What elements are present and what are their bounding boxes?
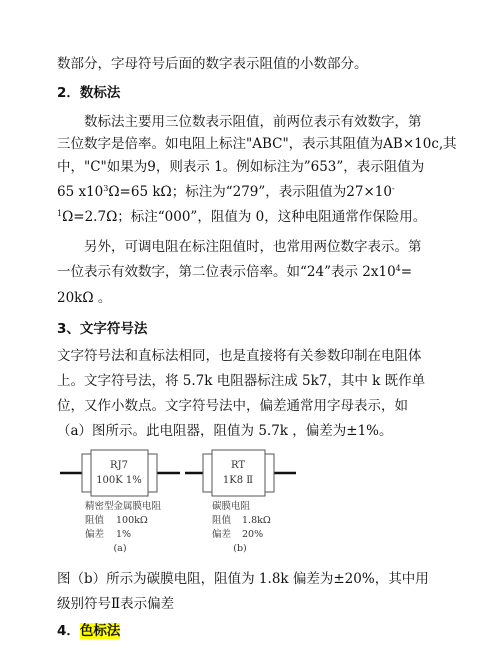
resistor-b-value: 1.8kΩ — [242, 515, 271, 526]
text-line: 20kΩ 。 — [57, 290, 112, 306]
text-line: 文字符号法和直标法相同，也是直接将有关参数印制在电阻体 — [57, 348, 422, 364]
text-line: 三位数字是倍率。如电阻上标注"ABC"，表示其阻值为AB×10c,其 — [57, 136, 457, 152]
text-line: 上。文字符号法，将 5.7k 电阻器标注成 5k7，其中 k 既作单 — [57, 373, 426, 389]
figure-a-caption: (a) — [113, 543, 127, 554]
text-line: 数部分，字母符号后面的数字表示阻值的小数部分。 — [57, 56, 368, 72]
resistor-a — [60, 450, 180, 554]
section-heading-3: 3、文字符号法 — [57, 321, 148, 337]
text-line — [57, 263, 412, 281]
marking-b-line2: 1K8 Ⅱ — [222, 475, 254, 486]
text-line: 图（b）所示为碳膜电阻，阻值为 1.8k 偏差为±20%，其中用 — [57, 571, 429, 587]
text-span: 65 x10 — [57, 184, 104, 200]
resistor-a-tolerance: 1% — [116, 529, 132, 540]
highlighted-heading-text: 色标法 — [79, 623, 121, 639]
superscript: 1 — [57, 209, 63, 218]
text-line: 另外，可调电阻在标注阻值时，也常用两位数字表示。第 — [84, 239, 422, 255]
resistor-figure — [60, 443, 360, 555]
resistor-b-name: 碳膜电阻 — [212, 501, 251, 512]
figure-b-caption: (b) — [233, 543, 247, 554]
text-span: Ω=65 kΩ；标注为“279”，表示阻值为27×10 — [108, 184, 392, 200]
resistor-b-tolerance: 20% — [242, 529, 264, 540]
section-heading-4 — [57, 622, 120, 640]
superscript: - — [391, 184, 395, 193]
superscript: 4 — [395, 264, 401, 273]
text-line — [57, 208, 426, 226]
resistor-b-value-label: 阻值 — [212, 515, 232, 526]
resistor-b — [185, 450, 296, 554]
heading-number: 4． — [57, 623, 80, 639]
text-span: 一位表示有效数字，第二位表示倍率。如“24”表示 2x10 — [57, 264, 396, 280]
marking-a-line1: RJ7 — [110, 460, 128, 471]
text-line — [57, 183, 395, 201]
resistor-a-name: 精密型金属膜电阻 — [85, 501, 162, 512]
resistor-a-value-label: 阻值 — [85, 515, 105, 526]
marking-b-line1: RT — [230, 460, 246, 471]
superscript: 3 — [103, 184, 109, 193]
resistor-a-tolerance-label: 偏差 — [85, 529, 105, 540]
resistor-a-value: 100kΩ — [116, 515, 148, 526]
text-line: 级别符号Ⅱ表示偏差 — [57, 596, 175, 612]
resistor-b-tolerance-label: 偏差 — [212, 529, 232, 540]
text-line: 数标法主要用三位数表示阻值，前两位表示有效数字，第 — [84, 114, 422, 130]
text-span: Ω=2.7Ω；标注“000”，阻值为 0，这种电阻通常作保险用。 — [62, 209, 427, 225]
text-line: 位，又作小数点。文字符号法中，偏差通常用字母表示，如 — [57, 398, 408, 414]
text-line: （a）图所示。此电阻器，阻值为 5.7k ，偏差为±1%。 — [57, 423, 393, 439]
marking-a-line2: 100K 1% — [96, 475, 142, 486]
text-line: 中，"C"如果为9，则表示 1。例如标注为”653”，表示阻值为 — [57, 159, 425, 175]
text-span: = — [400, 264, 413, 280]
section-heading-2: 2．数标法 — [57, 85, 121, 101]
